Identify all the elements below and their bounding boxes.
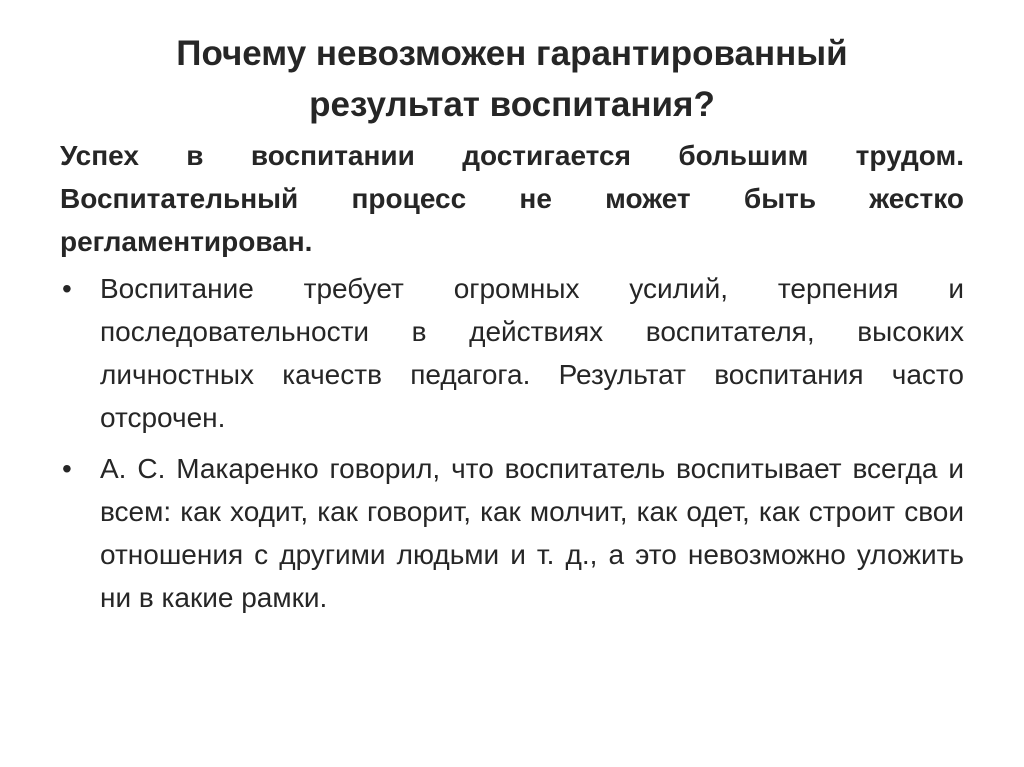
slide-title-line-1: Почему невозможен гарантированный <box>176 34 848 73</box>
slide-title <box>60 28 964 130</box>
bullet-item <box>60 267 964 439</box>
bullet-text: Воспитание требует огромных усилий, терпения и последовательности в действиях воспитателя, высоких личностных качеств педагога. Результат воспитания часто отсрочен. <box>100 273 964 433</box>
bullet-list <box>60 267 964 619</box>
slide-body <box>60 134 964 627</box>
bullet-icon: • <box>62 273 72 304</box>
bullet-icon: • <box>62 453 72 484</box>
bullet-item <box>60 447 964 619</box>
lead-paragraph: Успех в воспитании достигается большим трудом. Воспитательный процесс не может быть жестко регламентирован. <box>60 140 964 257</box>
bullet-text: А. С. Макаренко говорил, что воспитатель воспитывает всегда и всем: как ходит, как говорит, как молчит, как одет, как строит свои отношения с другими людьми и т. д., а это невозможно уложить ни в какие рамки. <box>100 453 964 613</box>
slide-title-line-2: результат воспитания? <box>309 85 715 124</box>
